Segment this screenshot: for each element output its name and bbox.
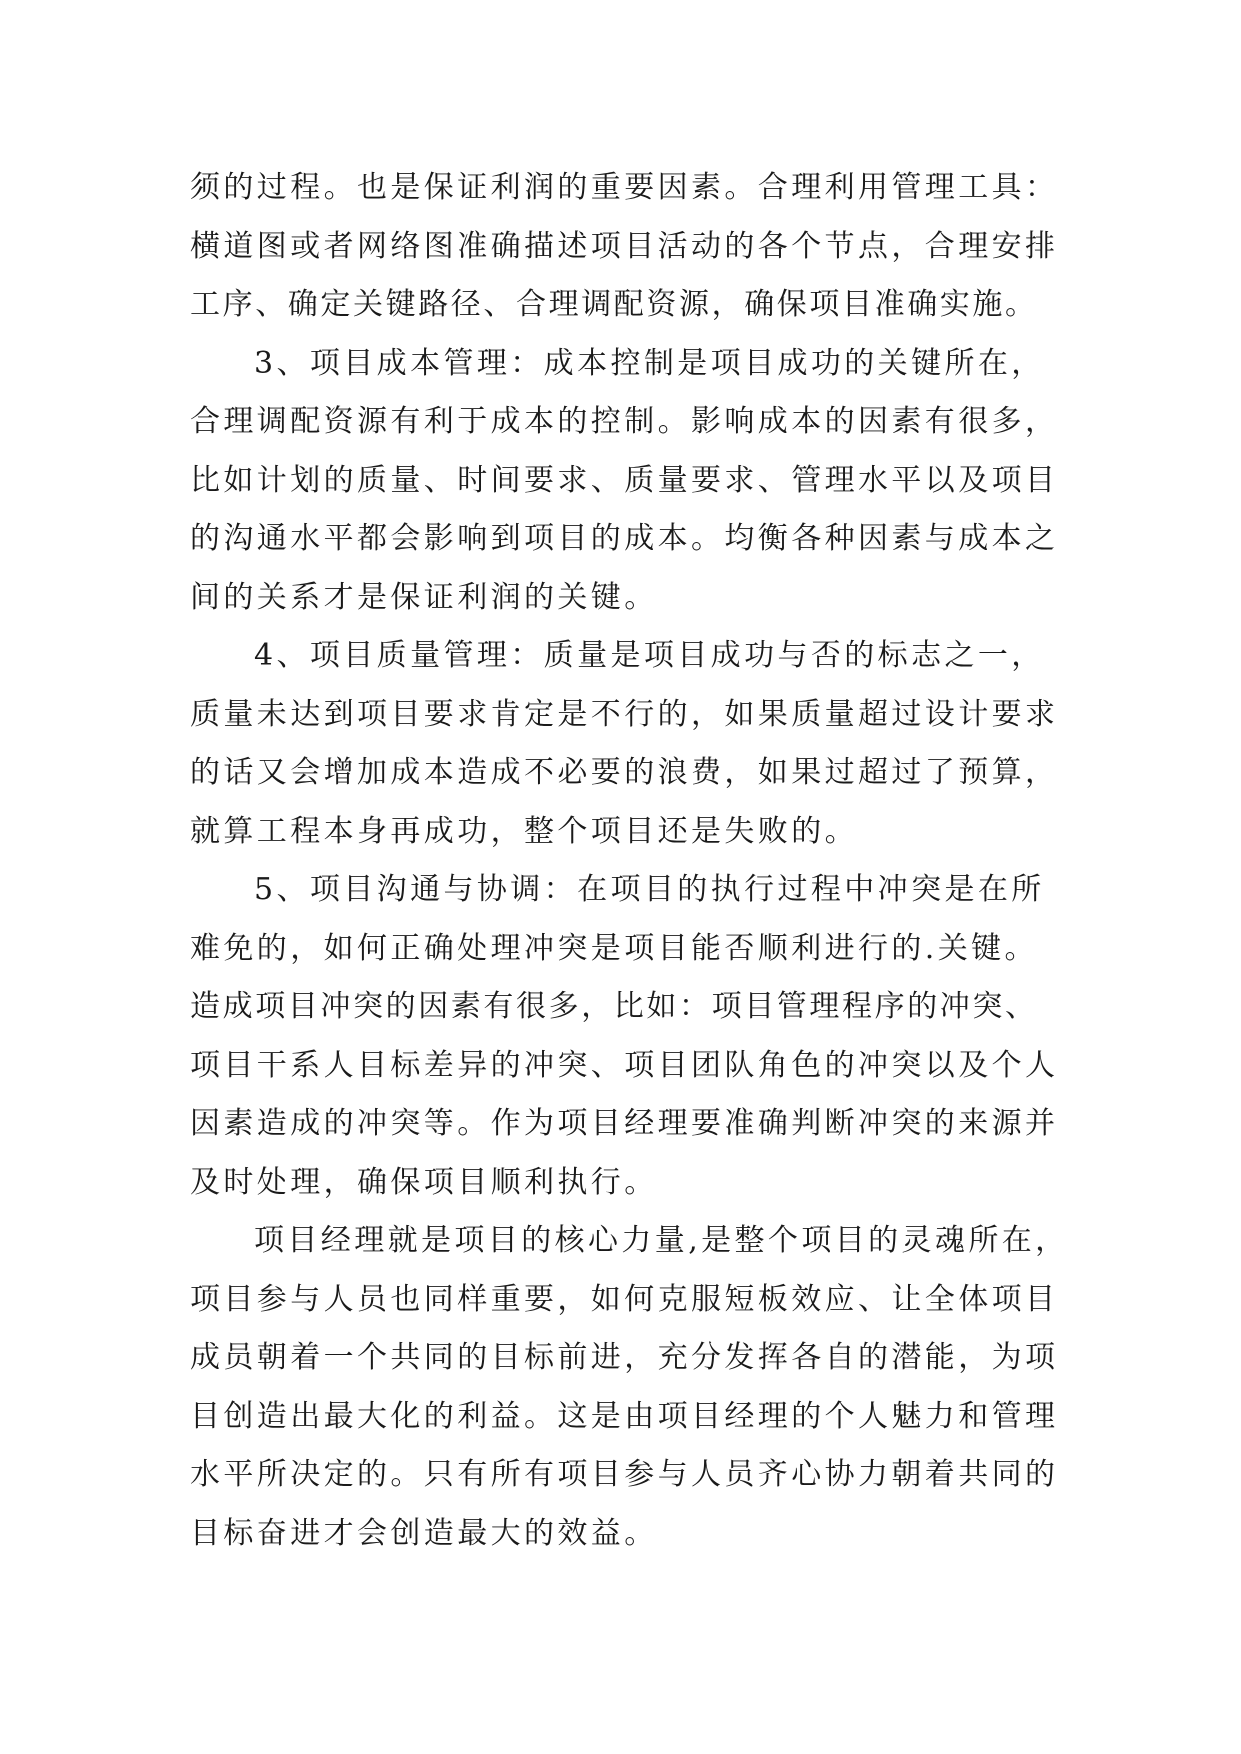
text-line: 项目干系人目标差异的冲突、项目团队角色的冲突以及个人	[190, 1047, 1059, 1083]
text-line: 目标奋进才会创造最大的效益。	[190, 1515, 658, 1551]
text-line: 水平所决定的。只有所有项目参与人员齐心协力朝着共同的	[190, 1457, 1059, 1492]
text-line: 就算工程本身再成功，整个项目还是失败的。	[190, 813, 858, 849]
text-line: 造成项目冲突的因素有很多，比如：项目管理程序的冲突、	[190, 989, 1038, 1024]
text-line: 难免的，如何正确处理冲突是项目能否顺利进行的.关键。	[190, 930, 1038, 966]
text-line: 成员朝着一个共同的目标前进，充分发挥各自的潜能，为项	[190, 1340, 1059, 1375]
text-line: 须的过程。也是保证利润的重要因素。合理利用管理工具：	[190, 170, 1059, 205]
conclusion-first-line: 项目经理就是项目的核心力量,是整个项目的灵魂所在，	[254, 1223, 1069, 1258]
section-5-heading-line: 5、项目沟通与协调：在项目的执行过程中冲突是在所	[254, 872, 1045, 907]
text-line: 的沟通水平都会影响到项目的成本。均衡各种因素与成本之	[190, 521, 1059, 556]
text-line: 比如计划的质量、时间要求、质量要求、管理水平以及项目	[190, 462, 1059, 498]
text-line: 间的关系才是保证利润的关键。	[190, 579, 658, 615]
text-line: 合理调配资源有利于成本的控制。影响成本的因素有很多，	[190, 404, 1059, 439]
text-line: 工序、确定关键路径、合理调配资源，确保项目准确实施。	[190, 287, 1038, 322]
text-line: 的话又会增加成本造成不必要的浪费，如果过超过了预算，	[190, 755, 1059, 790]
text-line: 目创造出最大化的利益。这是由项目经理的个人魅力和管理	[190, 1398, 1059, 1434]
section-4-heading-line: 4、项目质量管理：质量是项目成功与否的标志之一，	[254, 638, 1045, 673]
text-line: 项目参与人员也同样重要，如何克服短板效应、让全体项目	[190, 1281, 1059, 1317]
text-line: 因素造成的冲突等。作为项目经理要准确判断冲突的来源并	[190, 1106, 1059, 1141]
text-line: 质量未达到项目要求肯定是不行的，如果质量超过设计要求	[190, 696, 1059, 732]
section-3-heading-line: 3、项目成本管理：成本控制是项目成功的关键所在，	[254, 345, 1045, 381]
body-text	[190, 159, 1070, 1563]
text-line: 横道图或者网络图准确描述项目活动的各个节点，合理安排	[190, 228, 1059, 264]
text-line: 及时处理，确保项目顺利执行。	[190, 1164, 658, 1200]
